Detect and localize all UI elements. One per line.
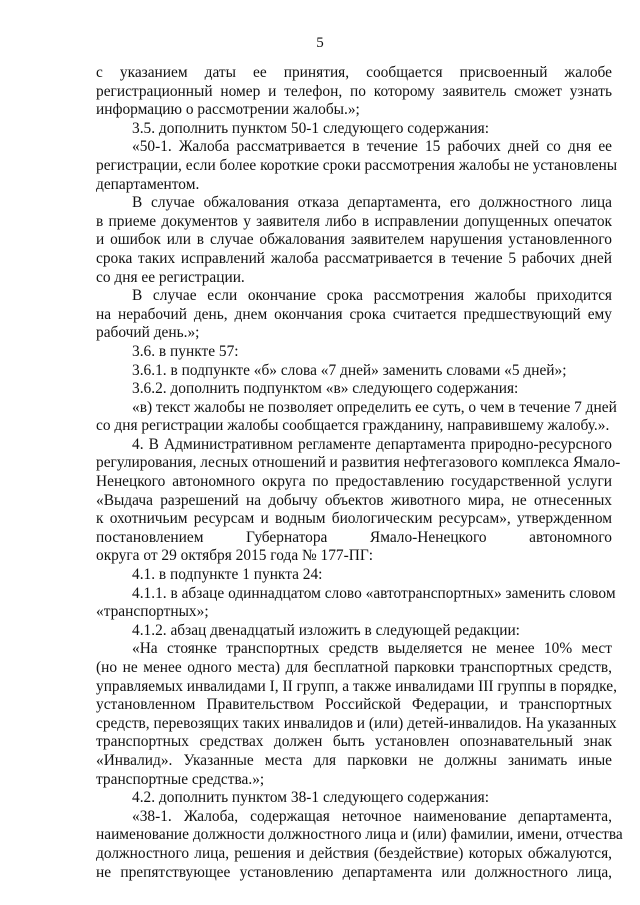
text-line: транспортные средства.»; [96,770,265,788]
text-line: со дня регистрации жалобы сообщается гражданину, направившему жалобу.». [96,417,610,435]
text-line: и ошибок или в случае обжалования заявителем нарушения установленного [96,231,612,249]
paragraph [96,566,612,585]
paragraph [96,622,612,641]
paragraph [96,64,612,120]
text-line: 3.6.2. дополнить подпунктом «в» следующего содержания: [132,380,519,398]
text-line: В случае если окончание срока рассмотрения жалобы приходится [132,287,612,305]
page-number: 5 [316,35,324,51]
text-line: 4.1.2. абзац двенадцатый изложить в следующей редакции: [132,621,520,639]
text-line: средств, перевозящих таких инвалидов и (или) детей-инвалидов. На указанных [96,714,617,732]
paragraph [96,287,612,343]
text-line: Ненецкого автономного округа по предоставлению государственной услуги [96,473,612,491]
text-line: управляемых инвалидами I, II групп, а также инвалидами III группы в порядке, [96,677,617,695]
text-line: с указанием даты ее принятия, сообщается присвоенный жалобе [96,64,612,81]
paragraph [96,398,617,436]
text-line: «50-1. Жалоба рассматривается в течение 15 рабочих дней со дня ее [132,138,612,156]
text-line: 4.1.1. в абзаце одиннадцатом слово «автотранспортных» заменить словом [132,584,616,602]
text-line: департаментом. [96,175,200,193]
text-line: 3.6. в пункте 57: [132,342,239,360]
text-line: постановлением Губернатора Ямало-Ненецкого автономного [96,528,612,546]
text-line: В случае обжалования отказа департамента, его должностного лица [132,194,612,212]
text-line: со дня ее регистрации. [96,268,245,286]
text-line: регистрации, если более короткие сроки рассмотрения жалобы не установлены [96,156,618,174]
paragraph [96,120,612,139]
paragraph [96,807,623,882]
text-line: информацию о рассмотрении жалобы.»; [96,101,360,119]
text-line: на нерабочий день, днем окончания срока считается предшествующий ему [96,305,612,323]
text-line: «38-1. Жалоба, содержащая неточное наименование департамента, [132,807,612,825]
text-line: «На стоянке транспортных средств выделяется не менее 10% мест [132,640,612,658]
document-body [96,64,623,882]
paragraph [96,640,617,789]
text-line: 4.2. дополнить пунктом 38-1 следующего содержания: [132,789,489,807]
text-line: 3.5. дополнить пунктом 50-1 следующего содержания: [132,119,489,137]
paragraph [96,789,612,808]
paragraph [96,194,612,287]
text-line: срока таких исправлений жалоба рассматривается в течение 5 рабочих дней [96,249,612,267]
text-line: «Инвалид». Указанные места для парковки не должны занимать иные [96,751,612,769]
text-line: «Выдача разрешений на добычу объектов животного мира, не отнесенных [96,491,612,509]
text-line: установленном Правительством Российской Федерации, и транспортных [96,696,612,714]
paragraph [96,380,612,399]
text-line: «транспортных»; [96,603,209,621]
text-line: «в) текст жалобы не позволяет определить ее суть, о чем в течение 7 дней [132,398,617,416]
text-line: (но не менее одного места) для бесплатной парковки транспортных средств, [96,659,612,676]
text-line: рабочий день.»; [96,324,200,342]
text-line: в приеме документов у заявителя либо в исправлении допущенных опечаток [96,212,612,230]
text-line: должностного лица, решения и действия (бездействие) которых обжалуются, [96,844,612,862]
text-line: 4. В Административном регламенте департамента природно-ресурсного [132,435,612,453]
text-line: округа от 29 октября 2015 года № 177-ПГ: [96,547,374,565]
text-line: 4.1. в подпункте 1 пункта 24: [132,566,323,584]
text-line: не препятствующее установлению департамента или должностного лица, [96,863,612,881]
text-line: регулирования, лесных отношений и развития нефтегазового комплекса Ямало- [96,454,621,472]
text-line: к охотничьим ресурсам и водным биологическим ресурсам», утвержденном [96,510,612,528]
paragraph [96,362,612,381]
paragraph [96,584,616,622]
text-line: регистрационный номер и телефон, по которому заявитель сможет узнать [96,82,612,100]
paragraph [96,138,618,194]
text-line: наименование должности должностного лица и (или) фамилии, имени, отчества [96,826,623,844]
text-line: 3.6.1. в подпункте «б» слова «7 дней» заменить словами «5 дней»; [132,361,567,379]
text-line: транспортных средствах должен быть установлен опознавательный знак [96,733,612,751]
paragraph [96,343,612,362]
paragraph [96,435,621,566]
